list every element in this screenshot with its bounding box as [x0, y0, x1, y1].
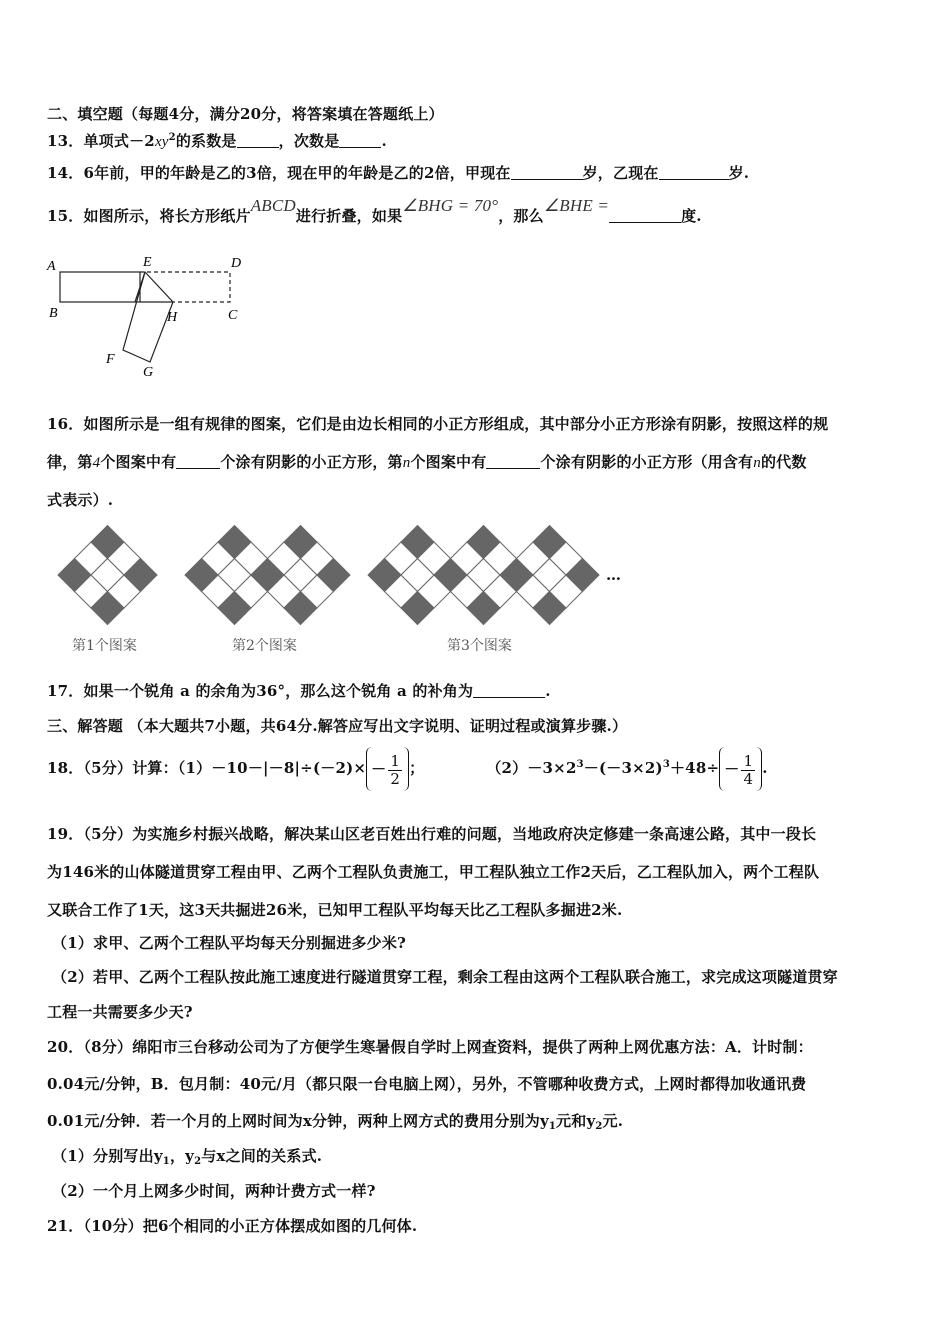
q15-figure: [45, 250, 255, 385]
label-C: C: [228, 308, 238, 323]
q16-line2: 律，第4个图案中有 个涂有阴影的小正方形，第n个图案中有 个涂有阴影的小正方形（用含有n的代数: [47, 453, 807, 471]
q18-frac-2: － $\frac{1}{4}$: [719, 747, 762, 791]
q19-sub1: （1）求甲、乙两个工程队平均每天分别掘进多少米?: [52, 934, 407, 952]
q19-line2: 为146米的山体隧道贯穿工程由甲、乙两个工程队负责施工，甲工程队独立工作2天后，乙工程队加入，两个工程队: [47, 863, 820, 881]
section2-title: 二、填空题（每题4分，满分20分，将答案填在答题纸上）: [47, 105, 444, 123]
label-F: F: [106, 352, 115, 367]
q19-line1: 19．（5分）为实施乡村振兴战略，解决某山区老百姓出行难的问题，当地政府决定修建一条高速公路，其中一段长: [47, 825, 817, 843]
pattern-figures: [50, 525, 640, 635]
q17-blank[interactable]: [473, 683, 545, 698]
pattern-caption-1: 第1个图案: [72, 638, 137, 654]
q16-line1: 16．如图所示是一组有规律的图案，它们是由边长相同的小正方形组成，其中部分小正方形涂有阴影，按照这样的规: [47, 415, 829, 433]
q13-blank-1[interactable]: [237, 133, 279, 148]
q20-sub1: （1）分别写出$y_1$，$y_2$与x之间的关系式.: [52, 1147, 323, 1167]
q16-blank-1[interactable]: [176, 454, 220, 469]
q20-line3: 0.01元/分钟．若一个月的上网时间为x分钟，两种上网方式的费用分别为$y_1$元和$y_2$元.: [47, 1112, 624, 1132]
pattern-caption-3: 第3个图案: [447, 638, 512, 654]
q13-blank-2[interactable]: [339, 133, 381, 148]
label-A: A: [47, 259, 56, 274]
q20-line1: 20．（8分）绵阳市三台移动公司为了方便学生寒暑假自学时上网查资料，提供了两种上网优惠方法：A．计时制：: [47, 1038, 813, 1056]
pattern-caption-2: 第2个图案: [232, 638, 297, 654]
label-G: G: [143, 365, 154, 380]
label-B: B: [49, 306, 58, 321]
q20-sub2: （2）一个月上网多少时间，两种计费方式一样?: [52, 1182, 376, 1200]
q13: 13．单项式$-2xy^2$的系数是 ，次数是 .: [47, 132, 387, 150]
q18: 18．（5分）计算：（1）－10－|－8|÷(－2)× － $\frac{1}{2}$ ； $(2)-3\times 2^3-(-3\times 2)^3+48\div$ － $\frac{1}{4}$ .: [47, 740, 768, 790]
q16-blank-2[interactable]: [486, 454, 540, 469]
section3-title: 三、解答题 （本大题共7小题，共64分.解答应写出文字说明、证明过程或演算步骤.）: [47, 717, 628, 735]
label-H: H: [167, 310, 178, 325]
q14: 14．6年前，甲的年龄是乙的3倍，现在甲的年龄是乙的2倍，甲现在 岁，乙现在 岁.: [47, 164, 750, 182]
q17: 17．如果一个锐角 a 的余角为36°，那么这个锐角 a 的补角为 .: [47, 682, 551, 700]
q20-line2: 0.04元/分钟，B．包月制：40元/月（都只限一台电脑上网），另外，不管哪种收费方式，上网时都得加收通讯费: [47, 1075, 807, 1093]
q21: 21．（10分）把6个相同的小正方体摆成如图的几何体.: [47, 1217, 418, 1235]
q19-line3: 又联合工作了1天，这3天共掘进26米，已知甲工程队平均每天比乙工程队多掘进2米.: [47, 901, 623, 919]
q15: 15．如图所示，将长方形纸片ABCD进行折叠，如果∠BHG = 70°，那么∠BHE =度.: [47, 196, 702, 225]
pattern-ellipsis: …: [606, 566, 622, 584]
q18-frac-1: － $\frac{1}{2}$: [366, 747, 409, 791]
label-D: D: [231, 256, 242, 271]
q14-blank-2[interactable]: [659, 165, 729, 180]
q19-sub2a: （2）若甲、乙两个工程队按此施工速度进行隧道贯穿工程，剩余工程由这两个工程队联合施工，求完成这项隧道贯穿: [52, 968, 838, 986]
label-E: E: [143, 255, 152, 270]
q15-blank[interactable]: [609, 208, 681, 223]
q19-sub2b: 工程一共需要多少天?: [47, 1003, 193, 1021]
q14-blank-1[interactable]: [511, 165, 583, 180]
q16-line3: 式表示）.: [47, 491, 114, 509]
